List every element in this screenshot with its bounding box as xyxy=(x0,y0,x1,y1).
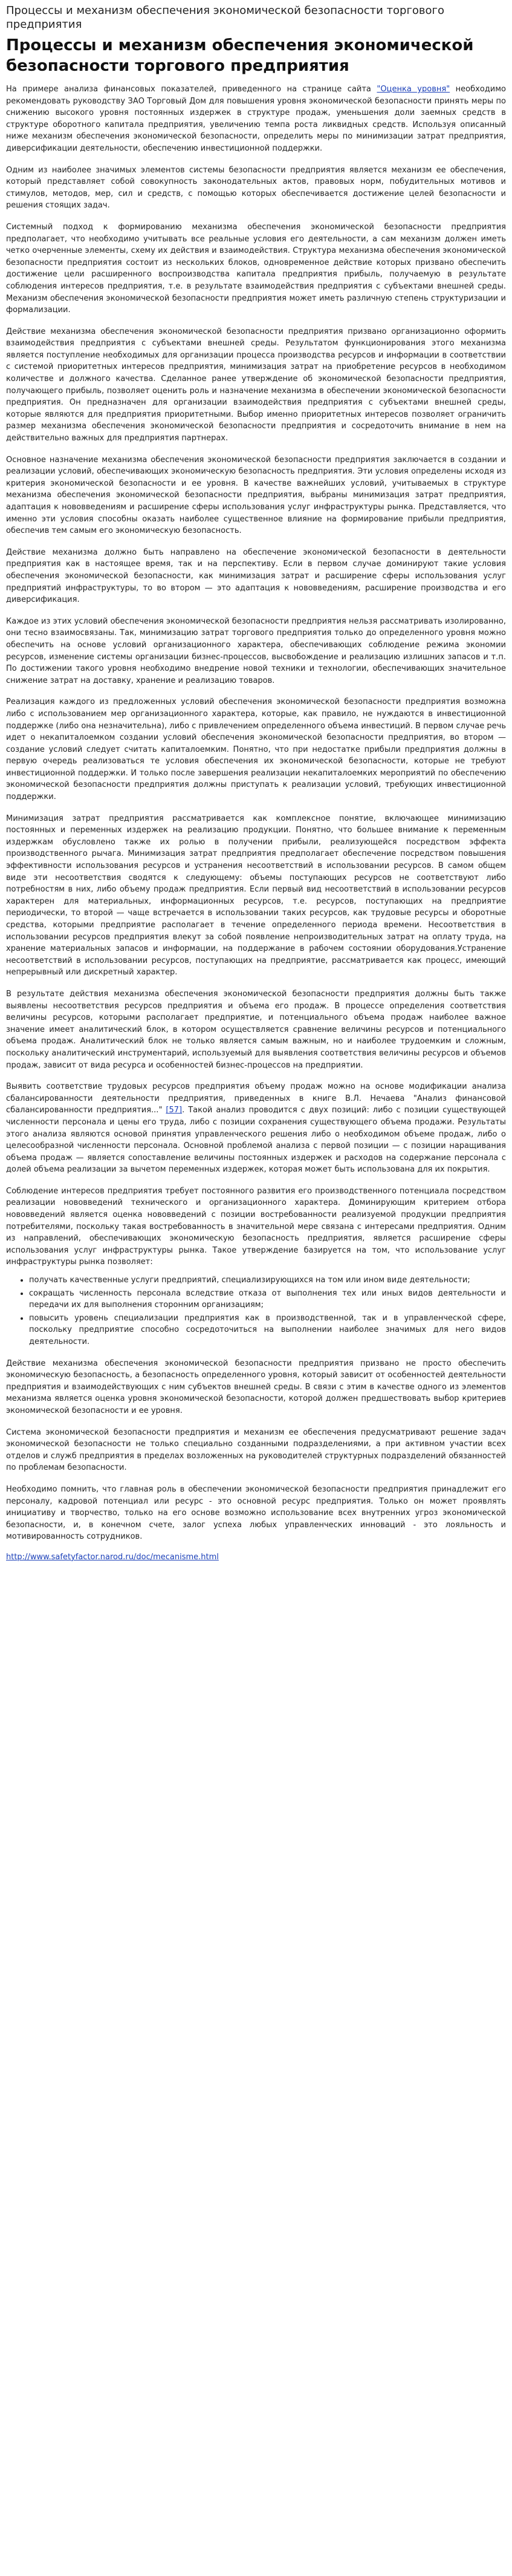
link-otsenka-urovnya[interactable]: "Оценка уровня" xyxy=(377,85,450,94)
paragraph-7: Каждое из этих условий обеспечения экономической безопасности предприятия нельзя рассматривать изолированно, они тесно взаимосвязаны. Так, минимизацию затрат торгового предприятия только до определенного уровня можно обеспечить на основе условий организационного характера, обеспечивающих соблюдение режима экономии ресурсов, изменение системы организации бизнес-процессов, высвобождение и реализацию излишних запасов и т.п. По достижении такого уровня необходимо внедрение новой техники и технологии, обеспечивающих значительное снижение затрат на доставку, хранение и реализацию товаров. xyxy=(6,616,506,685)
paragraph-12: Соблюдение интересов предприятия требует постоянного развития его производственного потенциала посредством реализации нововведений технического и организационного характера. Доминирующим критерием отбора нововведений является оценка нововведений с позиции востребованности реализуемой продукции предприятия потребителями, поскольку такая востребованность в значительной мере связана с интересами предприятия. Одним из направлений, обеспечивающих экономическую безопасность предприятия, является расширение сферы использования услуг инфраструктуры рынка. Такое утверждение базируется на том, что использование услуг инфраструктуры рынка позволяет: xyxy=(6,1186,506,1267)
benefits-list xyxy=(29,1274,506,1348)
article-heading: Процессы и механизм обеспечения экономической безопасности торгового предприятия xyxy=(6,36,474,75)
paragraph-5: Основное назначение механизма обеспечения экономической безопасности предприятия заключается в создании и реализации условий, обеспечивающих экономическую безопасность предприятия. Эти условия определены исходя из критерия экономической безопасности и ее уровня. В качестве важнейших условий, учитываемых в структуре механизма обеспечения экономической безопасности предприятия, выбраны минимизация затрат предприятия, адаптация к нововведениям и расширение сферы использования услуг инфраструктуры рынка. Представляется, что именно эти условия способны оказать наиболее существенное влияние на формирование прибыли предприятия, обеспечив тем самым его экономическую безопасность. xyxy=(6,455,506,536)
paragraph-13: Действие механизма обеспечения экономической безопасности предприятия призвано не просто обеспечить экономическую безопасность, а безопасность определенного уровня, который зависит от особенностей деятельности предприятия и взаимодействующих с ним субъектов внешней среды. В связи с этим в качестве одного из элементов механизма является оценка уровня экономической безопасности, которой должен предшествовать выбор критериев экономической безопасности и ее уровня. xyxy=(6,1358,506,1415)
paragraph-8: Реализация каждого из предложенных условий обеспечения экономической безопасности предприятия возможна либо с использованием мер организационного характера, которые, как правило, не нуждаются в инвестиционной поддержке (либо она незначительна), либо с привлечением определенного объема инвестиций. В первом случае речь идет о некапиталоемком создании условий обеспечения экономической безопасности предприятия, во втором — создание условий следует считать капиталоемким. Понятно, что при недостатке прибыли предприятия должны в первую очередь реализоваться те условия обеспечения их экономической безопасности, которые не требуют инвестиционной поддержки. И только после завершения реализации некапиталоемких мероприятий по обеспечению экономической безопасности предприятия должны приступать к реализации условий, требующих инвестиционной поддержки. xyxy=(6,697,506,802)
paragraph-9: Минимизация затрат предприятия рассматривается как комплексное понятие, включающее минимизацию постоянных и переменных издержек на реализацию продукции. Понятно, что большее внимание к переменным издержкам обусловлено также их ролью в получении прибыли, реализующейся посредством эффекта производственного рычага. Минимизация затрат предприятия предполагает обеспечение посредством повышения эффективности использования ресурсов и устранения несоответствий в использовании ресурсов. В самом общем виде эти несоответствия сводятся к следующему: объемы поступающих ресурсов не соответствуют либо потребностям в них, либо объему продаж предприятия. Если первый вид несоответствий в использовании ресурсов характерен для материальных, информационных ресурсов, т.е. ресурсов, поступающих на предприятие периодически, то второй — чаще встречается в использовании таких ресурсов, как трудовые ресурсы и оборотные средства, которыми предприятие располагает в течение определенного периода времени. Несоответствия в использовании ресурсов предприятия влекут за собой появление непроизводительных затрат на оплату труда, на хранение материальных запасов и информации, на поддержание в рабочем состоянии оборудования.Устранение несоответствий в использовании ресурсов, поступающих на предприятие, рассматривается как процесс, имеющий непрерывный или дискретный характер. xyxy=(6,814,506,977)
paragraph-1-text-after: необходимо рекомендовать руководству ЗАО Торговый Дом для повышения уровня экономической безопасности принять меры по снижению высокого уровня постоянных издержек в структуре продаж, уменьшения доли заемных средств в структуре оборотного капитала предприятия, увеличению темпа роста ликвидных средств. Используя описанный ниже механизм обеспечения экономической безопасности, определить меры по минимизации затрат предприятия, диверсификации деятельности, обеспечению инвестиционной поддержки. xyxy=(6,85,506,153)
list-item: • повысить уровень специализации предприятия как в производственной, так и в управленческой сфере, поскольку предприятие способно сосредоточиться на выполнении наиболее значимых для него видов деятельности. xyxy=(29,1312,506,1348)
source-line xyxy=(6,1551,506,1564)
list-item: • сокращать численность персонала вследствие отказа от выполнения тех или иных видов деятельности и передачи их для выполнения сторонним организациям; xyxy=(29,1288,506,1311)
link-reference-57[interactable]: [57] xyxy=(166,1106,183,1115)
paragraph-14: Система экономической безопасности предприятия и механизм ее обеспечения предусматривают решение задач экономической безопасности не только специально созданными подразделениями, а при активном участии всех отделов и служб предприятия в пределах возложенных на руководителей структурных подразделений обязанностей по проблемам безопасности. xyxy=(6,1427,506,1473)
paragraph-11-text-before: Выявить соответствие трудовых ресурсов предприятия объему продаж можно на основе модификации анализа сбалансированности деятельности предприятия, приведенных в книге В.Л. Нечаева "Анализ финансовой сбалансированности предприятия..." xyxy=(6,1082,506,1115)
paragraph-2: Одним из наиболее значимых элементов системы безопасности предприятия является механизм ее обеспечения, который представляет собой совокупность законодательных актов, правовых норм, побудительных мотивов и стимулов, методов, мер, сил и средств, с помощью которых обеспечивается достижение целей безопасности и решения стоящих задач. xyxy=(6,165,506,210)
paragraph-11 xyxy=(6,1081,506,1176)
paragraph-6: Действие механизма должно быть направлено на обеспечение экономической безопасности в деятельности предприятия как в настоящее время, так и на перспективу. Если в первом случае доминируют такие условия обеспечения экономической безопасности, как минимизация затрат и расширение сферы использования услуг предприятий инфраструктуры, то во втором — это адаптация к нововведениям, расширение производства и его диверсификация. xyxy=(6,547,506,605)
paragraph-4: Действие механизма обеспечения экономической безопасности предприятия призвано организационно оформить взаимодействия предприятия с субъектами внешней среды. Результатом функционирования этого механизма является поступление необходимых для организации процесса производства ресурсов и информации в соответствии с системой приоритетных интересов предприятия, минимизация затрат на приобретение ресурсов в необходимом количестве и должного качества. Сделанное ранее утверждение об экономической безопасности предприятия, получающего прибыль, позволяет оценить роль и назначение механизма в обеспечении экономической безопасности предприятия. Он предназначен для организации взаимодействия предприятия с субъектами внешней среды, которые являются для предприятия приоритетными. Выбор именно приоритетных интересов позволяет ограничить размер механизма обеспечения экономической безопасности предприятия и сосредоточить внимание в нем на действительно важных для предприятия партнерах. xyxy=(6,327,506,443)
paragraph-11-text-after: . Такой анализ проводится с двух позиций: либо с позиции существующей численности персонала и цены его труда, либо с позиции сохранения существующего объема продажи. Результаты этого анализа являются основой принятия управленческого решения либо о необходимом объеме продаж, либо о целесообразной численности персонала. Основной проблемой анализа с первой позиции — с позиции наращивания объема продаж — является сопоставление величины постоянных издержек и расходов на содержание персонала с долей объема реализации за вычетом переменных издержек, которая может быть использована для их покрытия. xyxy=(6,1106,506,1175)
list-item: • получать качественные услуги предприятий, специализирующихся на том или ином виде деятельности; xyxy=(29,1274,506,1286)
paragraph-10: В результате действия механизма обеспечения экономической безопасности предприятия должны быть также выявлены несоответствия ресурсов предприятия и объема его продаж. В процессе определения соответствия величины ресурсов, которыми располагает предприятие, и потенциального объема продаж наиболее важное значение имеет аналитический блок, в котором осуществляется сравнение величины ресурсов и потенциального объема продаж. Аналитический блок не только является самым важным, но и наиболее трудоемким и сложным, поскольку аналитический инструментарий, используемый для выявления соответствия величины ресурсов и объемов продаж, зависит от вида ресурса и особенностей бизнес-процессов на предприятии. xyxy=(6,989,506,1070)
paragraph-15: Необходимо помнить, что главная роль в обеспечении экономической безопасности предприятия принадлежит его персоналу, кадровой потенциал или ресурс - это основной ресурс предприятия. Только он может проявлять инициативу и творчество, только на его основе возможно использование всех внутренних угроз экономической безопасности, и, в конечном счете, залог успеха любых управленческих инноваций - это лояльность и мотивированность сотрудников. xyxy=(6,1484,506,1542)
source-link[interactable]: http://www.safetyfactor.narod.ru/doc/mecanisme.html xyxy=(6,1552,219,1562)
paragraph-1 xyxy=(6,83,506,155)
paragraph-1-text-before: На примере анализа финансовых показателей, приведенного на странице сайта xyxy=(6,85,377,94)
page-top-title: Процессы и механизм обеспечения экономической безопасности торгового предприятия xyxy=(6,4,445,31)
paragraph-3: Системный подход к формированию механизма обеспечения экономической безопасности предприятия предполагает, что необходимо учитывать все реальные условия его деятельности, а сам механизм должен иметь четко очерченные элементы, схему их действия и взаимодействия. Структура механизма обеспечения экономической безопасности предприятия состоит из нескольких блоков, одновременное действие которых призвано обеспечить достижение цели расширенного воспроизводства капитала предприятия прибыль, получаемую в результате соблюдения интересов предприятия, т.е. в результате взаимодействия предприятия с субъектами внешней среды. Механизм обеспечения экономической безопасности предприятия может иметь различную степень структуризации и формализации. xyxy=(6,222,506,315)
